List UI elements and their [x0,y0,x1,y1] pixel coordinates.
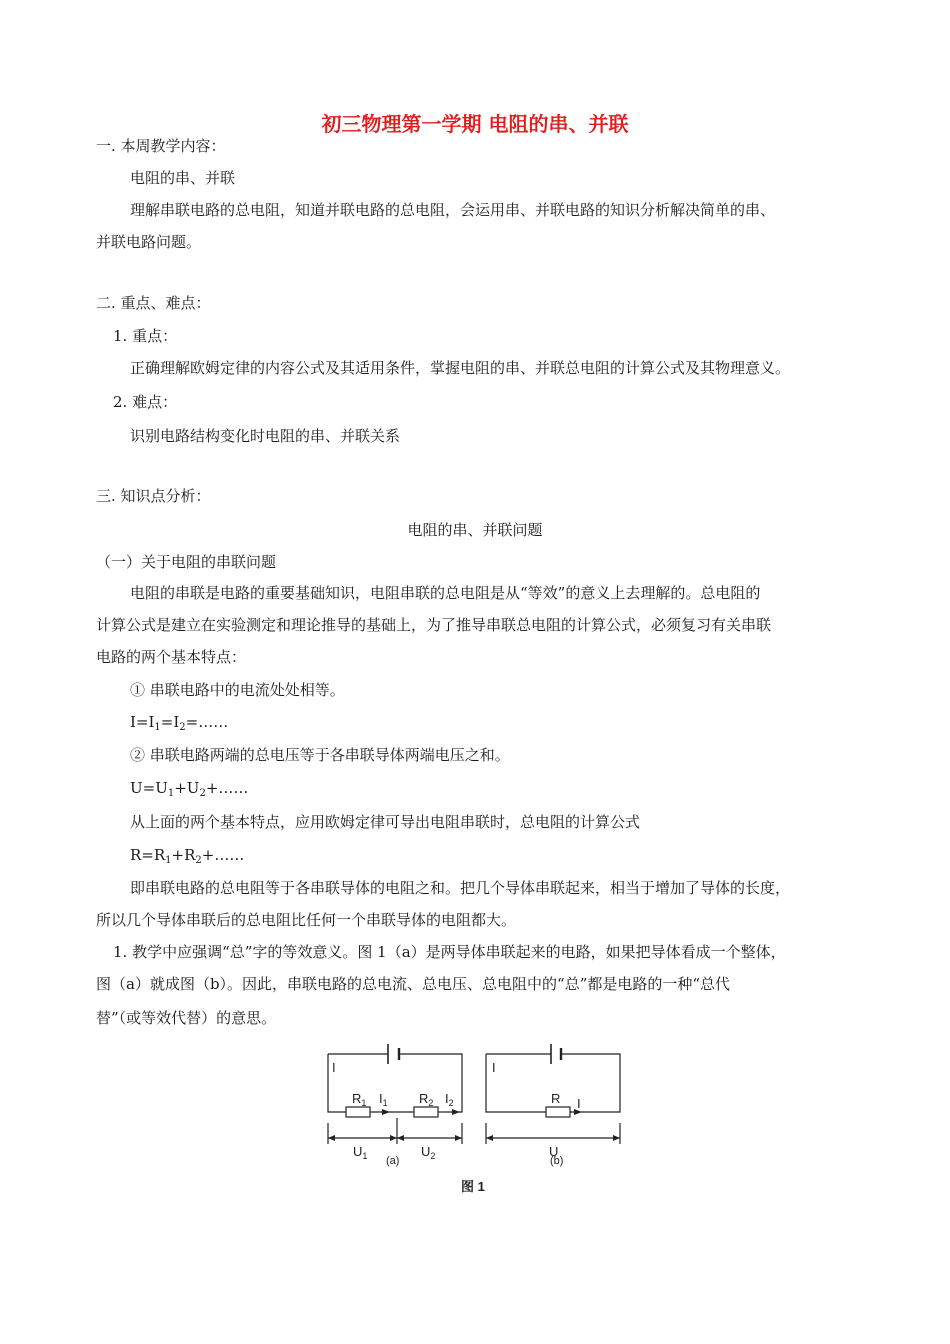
section1-desc-line1: 理解串联电路的总电阻，知道并联电路的总电阻，会运用串、并联电路的知识分析解决简单的串、 [130,201,776,219]
current-arrow-i1 [382,1109,390,1115]
label-i-a: I [332,1060,336,1075]
arrows-b [486,1109,620,1141]
point-2: ② 串联电路两端的总电压等于各串联导体两端电压之和。 [130,746,510,764]
para3-line2: 所以几个导体串联后的总电阻比任何一个串联导体的电阻都大。 [96,911,517,929]
formula-resistance: $R=R_1+R_2+\dots\dots$ [130,846,245,866]
label-u: U [549,1144,559,1159]
section1-desc-line2: 并联电路问题。 [96,233,202,251]
label-r2: $R_2$ [419,1091,434,1108]
formula-current: $I=I_1=I_2=\dots\dots$ [130,713,229,733]
current-arrow-i2 [452,1109,460,1115]
para1-line3: 电路的两个基本特点： [96,648,247,666]
resistor-r2 [414,1107,438,1117]
formula-voltage: $U=U_1+U_2+\dots\dots$ [130,779,249,799]
key-points-text: 正确理解欧姆定律的内容公式及其适用条件，掌握电阻的串、并联总电阻的计算公式及其物理意义。 [130,359,791,377]
label-r1: $R_1$ [352,1091,367,1108]
part1-heading: （一）关于电阻的串联问题 [96,553,277,571]
resistor-r1 [346,1107,370,1117]
label-i1: $I_1$ [379,1091,388,1108]
label-b: (b) [550,1155,564,1167]
para4-line1: 1. 教学中应强调“总”字的等效意义。图 1（a）是两导体串联起来的电路，如果把导体看成一个整体， [113,943,786,961]
label-a: (a) [386,1155,400,1167]
label-i-b-current: I [577,1096,581,1111]
difficulty-text: 识别电路结构变化时电阻的串、并联关系 [130,427,401,445]
para4-line2: 图（a）就成图（b）。因此，串联电路的总电流、总电压、总电阻中的“总”都是电路的一种“总代 [96,975,731,993]
para4-line3: 替”（或等效代替）的意思。 [96,1009,277,1027]
label-i-b: I [492,1060,496,1075]
section1-heading: 一. 本周教学内容： [96,137,226,155]
figure-1-circuit-diagram [318,1040,638,1200]
key-points-heading: 1. 重点： [113,327,178,345]
section2-heading: 二. 重点、难点： [96,294,211,312]
page-title: 初三物理第一学期 电阻的串、并联 [321,112,629,136]
figure-caption: 图 1 [461,1179,485,1194]
section3-heading: 三. 知识点分析： [96,487,211,505]
circuit-a [328,1044,462,1144]
resistor-r [546,1107,570,1117]
para1-line2: 计算公式是建立在实验测定和理论推导的基础上，为了推导串联总电阻的计算公式，必须复习有关串联 [96,616,772,634]
label-u2: $U_2$ [421,1144,436,1161]
label-i2: $I_2$ [445,1091,454,1108]
section3-subtitle: 电阻的串、并联问题 [407,521,543,539]
para1-line1: 电阻的串联是电路的重要基础知识，电阻串联的总电阻是从“等效”的意义上去理解的。总电阻的 [130,584,761,602]
section1-topic: 电阻的串、并联 [130,169,236,187]
label-r: R [551,1091,561,1106]
para2: 从上面的两个基本特点，应用欧姆定律可导出电阻串联时，总电阻的计算公式 [130,813,641,831]
para3-line1: 即串联电路的总电阻等于各串联导体的电阻之和。把几个导体串联起来，相当于增加了导体的长度， [130,879,791,897]
point-1: ① 串联电路中的电流处处相等。 [130,681,345,699]
difficulty-heading: 2. 难点： [113,393,178,411]
label-u1: $U_1$ [353,1144,368,1161]
arrows-a [328,1109,462,1141]
